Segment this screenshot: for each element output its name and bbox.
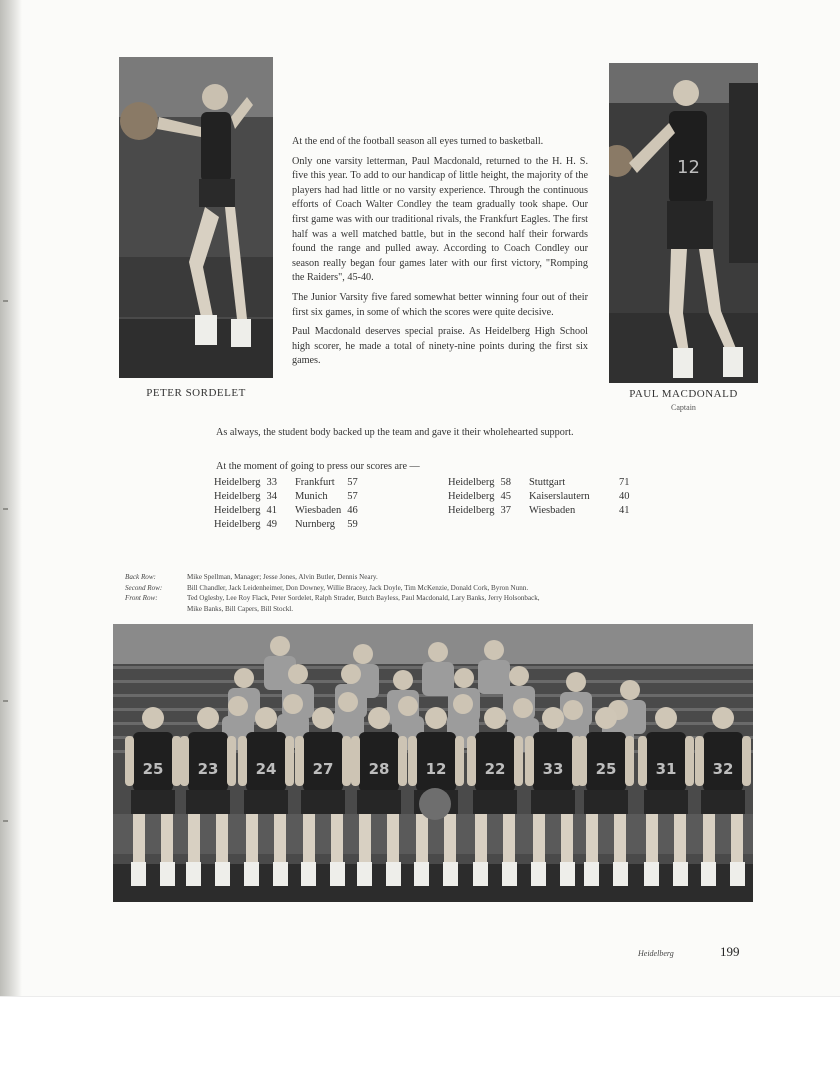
player-sock [386,862,401,886]
player-leg [359,814,371,864]
jersey-number: 23 [197,760,219,778]
player-shorts [131,790,175,814]
player-leg [161,814,173,864]
team-member-head [484,640,504,660]
player-arm [742,736,751,786]
book-spine-shadow [0,0,22,996]
opponent-name: Nurnberg [294,519,336,530]
player-sock [244,862,259,886]
player-leg [303,814,315,864]
player-head [712,707,734,729]
roster-names: Mike Banks, Bill Capers, Bill Stockl. [187,604,294,613]
basketball [419,788,451,820]
team-member-head [353,644,373,664]
svg-text:12: 12 [677,157,700,178]
player-leg [387,814,399,864]
team-photo [113,624,753,902]
team-name: Heidelberg [214,477,261,488]
player-sock [301,862,316,886]
roster-row-label: Second Row: [125,583,163,592]
score-row [214,476,364,490]
jersey-number: 22 [484,760,506,778]
player-arm [467,736,476,786]
opponent-name: Wiesbaden [294,505,342,516]
team-member-head [234,668,254,688]
player-arm [455,736,464,786]
opponent-score: 57 [347,477,358,488]
opponent-score: 40 [618,491,630,502]
team-member-head [513,698,533,718]
photo-paul-macdonald [609,63,758,383]
player-sock [673,862,688,886]
roster-back-row [125,572,755,583]
player-head [655,707,677,729]
team-score: 58 [500,477,511,488]
player-sock [443,862,458,886]
team-score: 33 [266,477,277,488]
team-name: Heidelberg [448,477,495,488]
team-member-head [620,680,640,700]
player-sock [730,862,745,886]
player-shorts [186,790,230,814]
player-sock [531,862,546,886]
team-score: 49 [266,519,277,530]
footer-school-name: Heidelberg [638,949,674,958]
player-head [484,707,506,729]
player-arm [125,736,134,786]
player-leg [444,814,456,864]
player-arm [351,736,360,786]
player-head [255,707,277,729]
player-head [542,707,564,729]
roster-second-row [125,583,755,594]
player-head [595,707,617,729]
player-sock [131,862,146,886]
roster-names: Mike Spellman, Manager; Jesse Jones, Alvin Butler, Dennis Neary. [187,573,378,581]
player-leg [416,814,428,864]
player-arm [238,736,247,786]
player-arm [685,736,694,786]
player-arm [625,736,634,786]
caption-paul-macdonald: PAUL MACDONALD [629,388,738,400]
player-arm [227,736,236,786]
player-sock [414,862,429,886]
player-arm [514,736,523,786]
scan-margin [0,996,840,1088]
player-head [142,707,164,729]
team-member-head [393,670,413,690]
jersey-number: 33 [542,760,564,778]
player-leg [561,814,573,864]
team-name: Heidelberg [214,519,261,530]
player-leg [475,814,487,864]
player-head [197,707,219,729]
player-leg [216,814,228,864]
player-arm [525,736,534,786]
article-paragraph: Only one varsity letterman, Paul Macdonald, returned to the H. H. S. five this year. To add to our handicap of little height, the majority of the players had had little or no varsity experience. Through the continuous efforts of Coach Walter Condley the team gradually took shape. Our first game was with our traditional rivals, the Frankfurt Eagles. The first half was a well matched battle, but in the second half their forwards found the range and pulled away. According to Coach Condley our season really began four games later with our first victory, "Romping the Raiders", 45-40. [292,155,588,284]
opponent-score: 41 [618,505,630,516]
player-arm [342,736,351,786]
opponent-name: Kaiserslautern [528,491,590,502]
player-arm [638,736,647,786]
subcaption-captain: Captain [671,403,696,412]
score-row [448,490,635,504]
opponent-score: 59 [347,519,358,530]
player-arm [285,736,294,786]
score-row [214,504,364,518]
jersey-number: 32 [712,760,734,778]
opponent-score: 71 [618,477,630,488]
player-sock [613,862,628,886]
roster-names: Ted Oglesby, Lee Roy Flack, Peter Sordelet, Ralph Strader, Butch Bayless, Paul Macdonald, Lary Banks, Jerry Holsonback, [187,594,540,602]
player-sock [560,862,575,886]
player-sock [644,862,659,886]
scores-table-left [214,476,364,532]
team-member-head [288,664,308,684]
score-row [214,518,364,532]
scores-table-right [448,476,635,518]
player-shorts [357,790,401,814]
player-leg [533,814,545,864]
player-leg [503,814,515,864]
team-score: 45 [500,491,511,502]
caption-peter-sordelet: PETER SORDELET [146,387,246,399]
team-member-head [398,696,418,716]
player-shorts [701,790,745,814]
team-member-head [228,696,248,716]
player-sock [273,862,288,886]
opponent-name: Stuttgart [528,477,566,488]
article-body [292,135,588,374]
player-leg [703,814,715,864]
jersey-number: 27 [312,760,334,778]
player-leg [274,814,286,864]
photo-peter-sordelet [119,57,273,378]
team-member-head [509,666,529,686]
opponent-name: Munich [294,491,328,502]
player-shorts [584,790,628,814]
player-sock [701,862,716,886]
player-arm [172,736,181,786]
team-roster [125,572,755,614]
jersey-number: 12 [425,760,447,778]
team-name: Heidelberg [214,505,261,516]
player-shorts [244,790,288,814]
player-arm [398,736,407,786]
roster-front-row [125,593,755,604]
player-leg [188,814,200,864]
player-sock [215,862,230,886]
player-shorts [473,790,517,814]
player-arm [408,736,417,786]
opponent-name: Frankfurt [294,477,335,488]
team-score: 41 [266,505,277,516]
opponent-name: Wiesbaden [528,505,576,516]
player-leg [246,814,258,864]
team-member-head [453,694,473,714]
score-row [448,476,635,490]
team-member-head [563,700,583,720]
roster-names: Bill Chandler, Jack Leidenheimer, Don Downey, Willie Bracey, Jack Doyle, Tim McKenzie, Donald Cork, Byron Nunn. [187,583,529,592]
team-name: Heidelberg [214,491,261,502]
player-arm [578,736,587,786]
player-arm [695,736,704,786]
team-name: Heidelberg [448,505,495,516]
score-row [214,490,364,504]
article-paragraph: Paul Macdonald deserves special praise. As Heidelberg High School high scorer, he made a total of ninety-nine points during the first six games. [292,326,588,367]
player-sock [160,862,175,886]
team-member-head [283,694,303,714]
player-head [312,707,334,729]
player-sock [502,862,517,886]
opponent-score: 46 [347,505,358,516]
player-head [368,707,390,729]
player-arm [295,736,304,786]
player-leg [674,814,686,864]
team-member-head [428,642,448,662]
player-leg [646,814,658,864]
player-leg [614,814,626,864]
article-paragraph: The Junior Varsity five fared somewhat better winning four out of their first six games, in some of which the scores were quite decisive. [292,291,588,318]
team-member-head [338,692,358,712]
support-paragraph: As always, the student body backed up the team and gave it their wholehearted support. [216,427,574,438]
page-number: 199 [720,944,740,959]
article-paragraph: At the end of the football season all eyes turned to basketball. [292,136,544,147]
player-sock [473,862,488,886]
roster-row-label: Front Row: [125,594,158,602]
score-row [448,504,635,518]
player-sock [357,862,372,886]
player-sock [186,862,201,886]
jersey-number: 25 [142,760,164,778]
scores-intro: At the moment of going to press our scores are — [216,461,420,472]
team-member-head [566,672,586,692]
team-member-head [270,636,290,656]
jersey-number: 31 [655,760,677,778]
jersey-number: 25 [595,760,617,778]
player-shorts [301,790,345,814]
player-leg [331,814,343,864]
player-arm [180,736,189,786]
roster-row-label: Back Row: [125,573,156,581]
team-member-head [341,664,361,684]
player-sock [584,862,599,886]
player-sock [330,862,345,886]
team-score: 34 [266,491,277,502]
team-name: Heidelberg [448,491,495,502]
player-shorts [531,790,575,814]
player-leg [731,814,743,864]
jersey-number: 28 [368,760,390,778]
opponent-score: 57 [347,491,358,502]
player-leg [586,814,598,864]
team-score: 37 [500,505,511,516]
roster-front-row-cont [125,604,755,615]
jersey-number: 24 [255,760,277,778]
player-shorts [644,790,688,814]
player-head [425,707,447,729]
player-leg [133,814,145,864]
team-member-head [454,668,474,688]
